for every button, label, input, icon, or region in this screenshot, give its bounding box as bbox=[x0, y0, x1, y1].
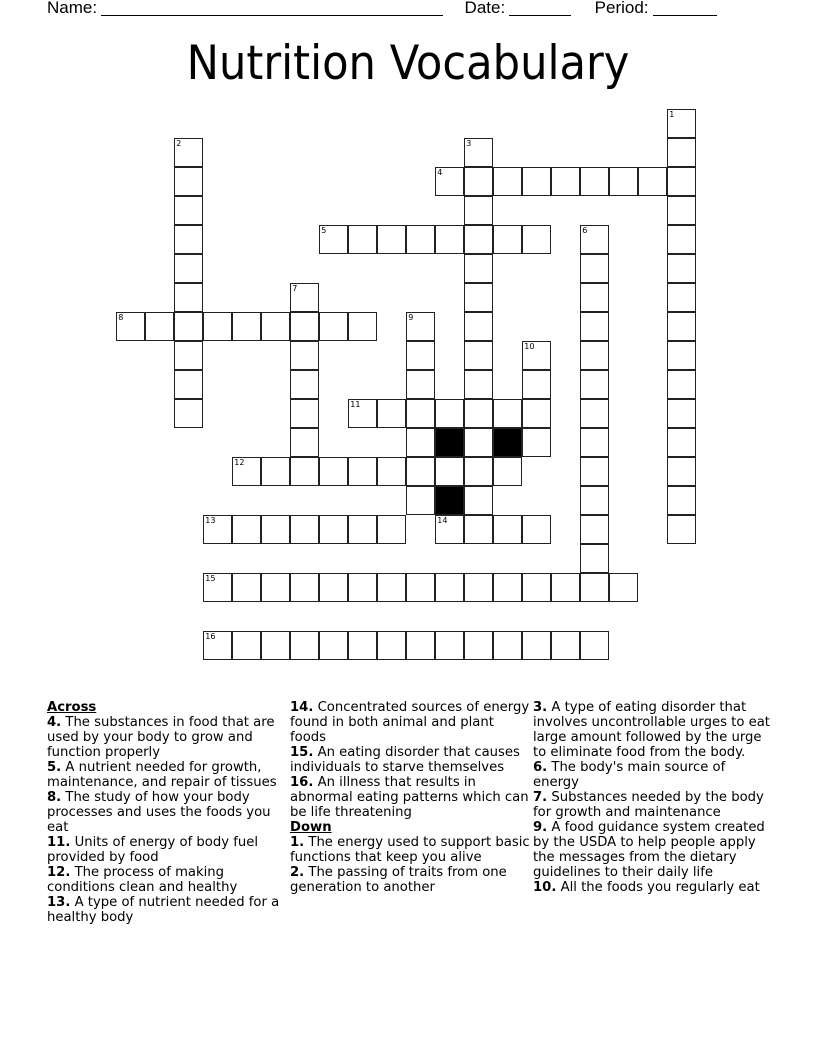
clue-number: 13 bbox=[205, 516, 216, 526]
grid-cell[interactable] bbox=[522, 631, 551, 660]
grid-cell[interactable] bbox=[174, 138, 203, 167]
grid-cell[interactable] bbox=[406, 312, 435, 341]
grid-cell[interactable] bbox=[667, 225, 696, 254]
grid-cell[interactable] bbox=[261, 515, 290, 544]
grid-cell[interactable] bbox=[464, 515, 493, 544]
grid-cell[interactable] bbox=[290, 283, 319, 312]
grid-cell[interactable] bbox=[464, 138, 493, 167]
clue-text: A food guidance system created by the USDA to help people apply the messages from the dietary guidelines to their daily life bbox=[533, 820, 765, 880]
grid-cell[interactable] bbox=[290, 312, 319, 341]
clue-number: 4. bbox=[47, 715, 62, 730]
clue-number: 7 bbox=[292, 284, 298, 294]
date-label: Date: bbox=[464, 0, 506, 17]
grid-cell[interactable] bbox=[493, 167, 522, 196]
grid-cell[interactable] bbox=[377, 631, 406, 660]
grid-cell[interactable] bbox=[464, 573, 493, 602]
grid-cell[interactable] bbox=[174, 225, 203, 254]
grid-cell[interactable] bbox=[580, 544, 609, 573]
grid-cell[interactable] bbox=[522, 573, 551, 602]
grid-cell[interactable] bbox=[290, 515, 319, 544]
clue bbox=[290, 745, 530, 775]
grid-cell[interactable] bbox=[406, 225, 435, 254]
clue bbox=[47, 895, 287, 925]
grid-cell[interactable] bbox=[406, 428, 435, 457]
grid-cell[interactable] bbox=[580, 167, 609, 196]
grid-cell[interactable] bbox=[261, 457, 290, 486]
grid-cell[interactable] bbox=[406, 370, 435, 399]
grid-cell[interactable] bbox=[464, 225, 493, 254]
grid-cell[interactable] bbox=[464, 283, 493, 312]
grid-cell[interactable] bbox=[667, 370, 696, 399]
grid-cell[interactable] bbox=[435, 631, 464, 660]
grid-cell[interactable] bbox=[203, 312, 232, 341]
grid-cell[interactable] bbox=[348, 457, 377, 486]
clue-text: Substances needed by the body for growth and maintenance bbox=[533, 790, 764, 820]
clue-column-1 bbox=[47, 700, 287, 925]
grid-cell[interactable] bbox=[493, 225, 522, 254]
grid-cell[interactable] bbox=[464, 631, 493, 660]
grid-cell[interactable] bbox=[580, 370, 609, 399]
grid-cell[interactable] bbox=[435, 573, 464, 602]
grid-cell[interactable] bbox=[348, 312, 377, 341]
period-label: Period: bbox=[594, 0, 649, 17]
black-cell bbox=[435, 428, 464, 457]
grid-cell[interactable] bbox=[406, 486, 435, 515]
grid-cell[interactable] bbox=[464, 399, 493, 428]
grid-cell[interactable] bbox=[174, 341, 203, 370]
grid-cell[interactable] bbox=[493, 399, 522, 428]
grid-cell[interactable] bbox=[319, 515, 348, 544]
clue-text: All the foods you regularly eat bbox=[560, 880, 760, 895]
clue bbox=[290, 835, 530, 865]
clue-number: 3. bbox=[533, 700, 548, 715]
grid-cell[interactable] bbox=[522, 428, 551, 457]
clue-number: 14 bbox=[437, 516, 448, 526]
grid-cell[interactable] bbox=[406, 631, 435, 660]
grid-cell[interactable] bbox=[580, 515, 609, 544]
grid-cell[interactable] bbox=[377, 515, 406, 544]
grid-cell[interactable] bbox=[319, 631, 348, 660]
grid-cell[interactable] bbox=[174, 196, 203, 225]
clue-number: 2. bbox=[290, 865, 305, 880]
grid-cell[interactable] bbox=[406, 457, 435, 486]
grid-cell[interactable] bbox=[667, 254, 696, 283]
grid-cell[interactable] bbox=[435, 167, 464, 196]
grid-cell[interactable] bbox=[174, 370, 203, 399]
clue bbox=[533, 880, 773, 895]
clue-text: Units of energy of body fuel provided by food bbox=[47, 835, 259, 865]
grid-cell[interactable] bbox=[319, 312, 348, 341]
grid-cell[interactable] bbox=[232, 631, 261, 660]
clue-column-2 bbox=[290, 700, 530, 895]
grid-cell[interactable] bbox=[348, 515, 377, 544]
clue-number: 9 bbox=[408, 313, 414, 323]
clue-text: The study of how your body processes and uses the foods you eat bbox=[47, 790, 271, 835]
grid-cell[interactable] bbox=[261, 312, 290, 341]
name-label: Name: bbox=[47, 0, 98, 17]
clue bbox=[533, 700, 773, 760]
clue-number: 6. bbox=[533, 760, 548, 775]
clue-number: 16. bbox=[290, 775, 314, 790]
grid-cell[interactable] bbox=[464, 254, 493, 283]
grid-cell[interactable] bbox=[580, 457, 609, 486]
clue-section-heading: Down bbox=[290, 820, 332, 835]
clue-number: 12. bbox=[47, 865, 71, 880]
grid-cell[interactable] bbox=[377, 399, 406, 428]
grid-cell[interactable] bbox=[522, 225, 551, 254]
grid-cell[interactable] bbox=[493, 573, 522, 602]
grid-cell[interactable] bbox=[319, 457, 348, 486]
grid-cell[interactable] bbox=[116, 312, 145, 341]
clue-number: 14. bbox=[290, 700, 314, 715]
grid-cell[interactable] bbox=[174, 254, 203, 283]
grid-cell[interactable] bbox=[464, 457, 493, 486]
clue-column-3 bbox=[533, 700, 773, 895]
grid-cell[interactable] bbox=[667, 341, 696, 370]
clue bbox=[533, 820, 773, 880]
grid-cell[interactable] bbox=[580, 428, 609, 457]
grid-cell[interactable] bbox=[261, 573, 290, 602]
page-title: Nutrition Vocabulary bbox=[186, 36, 630, 91]
clue-number: 16 bbox=[205, 632, 216, 642]
grid-cell[interactable] bbox=[609, 167, 638, 196]
clue bbox=[290, 775, 530, 820]
clue-number: 7. bbox=[533, 790, 548, 805]
black-cell bbox=[435, 486, 464, 515]
grid-cell[interactable] bbox=[464, 486, 493, 515]
grid-cell[interactable] bbox=[522, 515, 551, 544]
grid-cell[interactable] bbox=[435, 515, 464, 544]
clue-number: 8 bbox=[118, 313, 124, 323]
clue-text: The energy used to support basic functions that keep you alive bbox=[290, 835, 530, 865]
clue-text: The body's main source of energy bbox=[533, 760, 726, 790]
grid-cell[interactable] bbox=[464, 167, 493, 196]
clue-section-heading: Across bbox=[47, 700, 97, 715]
period-blank[interactable] bbox=[653, 0, 717, 16]
grid-cell[interactable] bbox=[174, 312, 203, 341]
clue bbox=[47, 835, 287, 865]
grid-cell[interactable] bbox=[261, 631, 290, 660]
clue-number: 11. bbox=[47, 835, 71, 850]
grid-cell[interactable] bbox=[667, 167, 696, 196]
grid-cell[interactable] bbox=[290, 428, 319, 457]
clue-text: An illness that results in abnormal eating patterns which can be life threatening bbox=[290, 775, 529, 820]
grid-cell[interactable] bbox=[377, 225, 406, 254]
grid-cell[interactable] bbox=[174, 167, 203, 196]
clue-number: 2 bbox=[176, 139, 182, 149]
grid-cell[interactable] bbox=[232, 573, 261, 602]
grid-cell[interactable] bbox=[464, 341, 493, 370]
grid-cell[interactable] bbox=[580, 573, 609, 602]
grid-cell[interactable] bbox=[551, 167, 580, 196]
clue bbox=[47, 790, 287, 835]
grid-cell[interactable] bbox=[435, 457, 464, 486]
grid-cell[interactable] bbox=[464, 196, 493, 225]
grid-cell[interactable] bbox=[203, 515, 232, 544]
clue-number: 8. bbox=[47, 790, 62, 805]
grid-cell[interactable] bbox=[203, 573, 232, 602]
grid-cell[interactable] bbox=[580, 254, 609, 283]
grid-cell[interactable] bbox=[290, 370, 319, 399]
student-info-header bbox=[47, 0, 717, 18]
grid-cell[interactable] bbox=[580, 312, 609, 341]
grid-cell[interactable] bbox=[406, 341, 435, 370]
grid-cell[interactable] bbox=[609, 573, 638, 602]
grid-cell[interactable] bbox=[174, 283, 203, 312]
grid-cell[interactable] bbox=[348, 399, 377, 428]
clue-number: 5. bbox=[47, 760, 62, 775]
grid-cell[interactable] bbox=[522, 399, 551, 428]
grid-cell[interactable] bbox=[580, 225, 609, 254]
grid-cell[interactable] bbox=[667, 399, 696, 428]
grid-cell[interactable] bbox=[174, 399, 203, 428]
clue bbox=[290, 700, 530, 745]
clue-text: An eating disorder that causes individuals to starve themselves bbox=[290, 745, 520, 775]
grid-cell[interactable] bbox=[464, 428, 493, 457]
grid-cell[interactable] bbox=[290, 573, 319, 602]
clue-text: The substances in food that are used by your body to grow and function properly bbox=[47, 715, 275, 760]
grid-cell[interactable] bbox=[667, 312, 696, 341]
clue bbox=[47, 865, 287, 895]
clue-number: 4 bbox=[437, 168, 443, 178]
grid-cell[interactable] bbox=[522, 167, 551, 196]
clue-number: 1 bbox=[669, 110, 675, 120]
clue-text: The passing of traits from one generation to another bbox=[290, 865, 507, 895]
clue-number: 13. bbox=[47, 895, 71, 910]
grid-cell[interactable] bbox=[203, 631, 232, 660]
grid-cell[interactable] bbox=[667, 428, 696, 457]
grid-cell[interactable] bbox=[319, 573, 348, 602]
clue-number: 10 bbox=[524, 342, 535, 352]
grid-cell[interactable] bbox=[580, 283, 609, 312]
grid-cell[interactable] bbox=[435, 225, 464, 254]
name-blank[interactable] bbox=[101, 0, 443, 16]
clue bbox=[47, 760, 287, 790]
grid-cell[interactable] bbox=[551, 573, 580, 602]
clue-text: A nutrient needed for growth, maintenance, and repair of tissues bbox=[47, 760, 277, 790]
clue bbox=[533, 790, 773, 820]
grid-cell[interactable] bbox=[348, 573, 377, 602]
grid-cell[interactable] bbox=[493, 457, 522, 486]
grid-cell[interactable] bbox=[522, 341, 551, 370]
clue-number: 11 bbox=[350, 400, 361, 410]
clue-text: A type of nutrient needed for a healthy body bbox=[47, 895, 280, 925]
grid-cell[interactable] bbox=[377, 573, 406, 602]
grid-cell[interactable] bbox=[145, 312, 174, 341]
grid-cell[interactable] bbox=[377, 457, 406, 486]
grid-cell[interactable] bbox=[406, 573, 435, 602]
grid-cell[interactable] bbox=[232, 312, 261, 341]
grid-cell[interactable] bbox=[232, 457, 261, 486]
grid-cell[interactable] bbox=[667, 196, 696, 225]
clue-number: 12 bbox=[234, 458, 245, 468]
grid-cell[interactable] bbox=[667, 486, 696, 515]
grid-cell[interactable] bbox=[348, 631, 377, 660]
clue-number: 3 bbox=[466, 139, 472, 149]
grid-cell[interactable] bbox=[667, 515, 696, 544]
grid-cell[interactable] bbox=[638, 167, 667, 196]
clue-text: The process of making conditions clean and healthy bbox=[47, 865, 238, 895]
grid-cell[interactable] bbox=[667, 109, 696, 138]
grid-cell[interactable] bbox=[580, 486, 609, 515]
date-blank[interactable] bbox=[509, 0, 571, 16]
clue-text: Concentrated sources of energy found in both animal and plant foods bbox=[290, 700, 530, 745]
grid-cell[interactable] bbox=[580, 399, 609, 428]
clue-number: 10. bbox=[533, 880, 557, 895]
grid-cell[interactable] bbox=[580, 631, 609, 660]
grid-cell[interactable] bbox=[551, 631, 580, 660]
grid-cell[interactable] bbox=[580, 341, 609, 370]
clue-number: 5 bbox=[321, 226, 327, 236]
clue-number: 1. bbox=[290, 835, 305, 850]
grid-cell[interactable] bbox=[406, 399, 435, 428]
clue-number: 6 bbox=[582, 226, 588, 236]
grid-cell[interactable] bbox=[348, 225, 377, 254]
clue-text: A type of eating disorder that involves uncontrollable urges to eat large amount followed by the urge to eliminate food from the body. bbox=[533, 700, 770, 760]
clue-number: 15 bbox=[205, 574, 216, 584]
grid-cell[interactable] bbox=[667, 283, 696, 312]
grid-cell[interactable] bbox=[522, 370, 551, 399]
clue bbox=[290, 865, 530, 895]
grid-cell[interactable] bbox=[290, 399, 319, 428]
grid-cell[interactable] bbox=[667, 138, 696, 167]
clue-number: 9. bbox=[533, 820, 548, 835]
grid-cell[interactable] bbox=[493, 631, 522, 660]
grid-cell[interactable] bbox=[290, 457, 319, 486]
grid-cell[interactable] bbox=[319, 225, 348, 254]
grid-cell[interactable] bbox=[493, 515, 522, 544]
grid-cell[interactable] bbox=[290, 631, 319, 660]
clue bbox=[47, 715, 287, 760]
black-cell bbox=[493, 428, 522, 457]
grid-cell[interactable] bbox=[290, 341, 319, 370]
grid-cell[interactable] bbox=[435, 399, 464, 428]
clue bbox=[533, 760, 773, 790]
grid-cell[interactable] bbox=[464, 370, 493, 399]
grid-cell[interactable] bbox=[464, 312, 493, 341]
clue-number: 15. bbox=[290, 745, 314, 760]
grid-cell[interactable] bbox=[667, 457, 696, 486]
grid-cell[interactable] bbox=[232, 515, 261, 544]
